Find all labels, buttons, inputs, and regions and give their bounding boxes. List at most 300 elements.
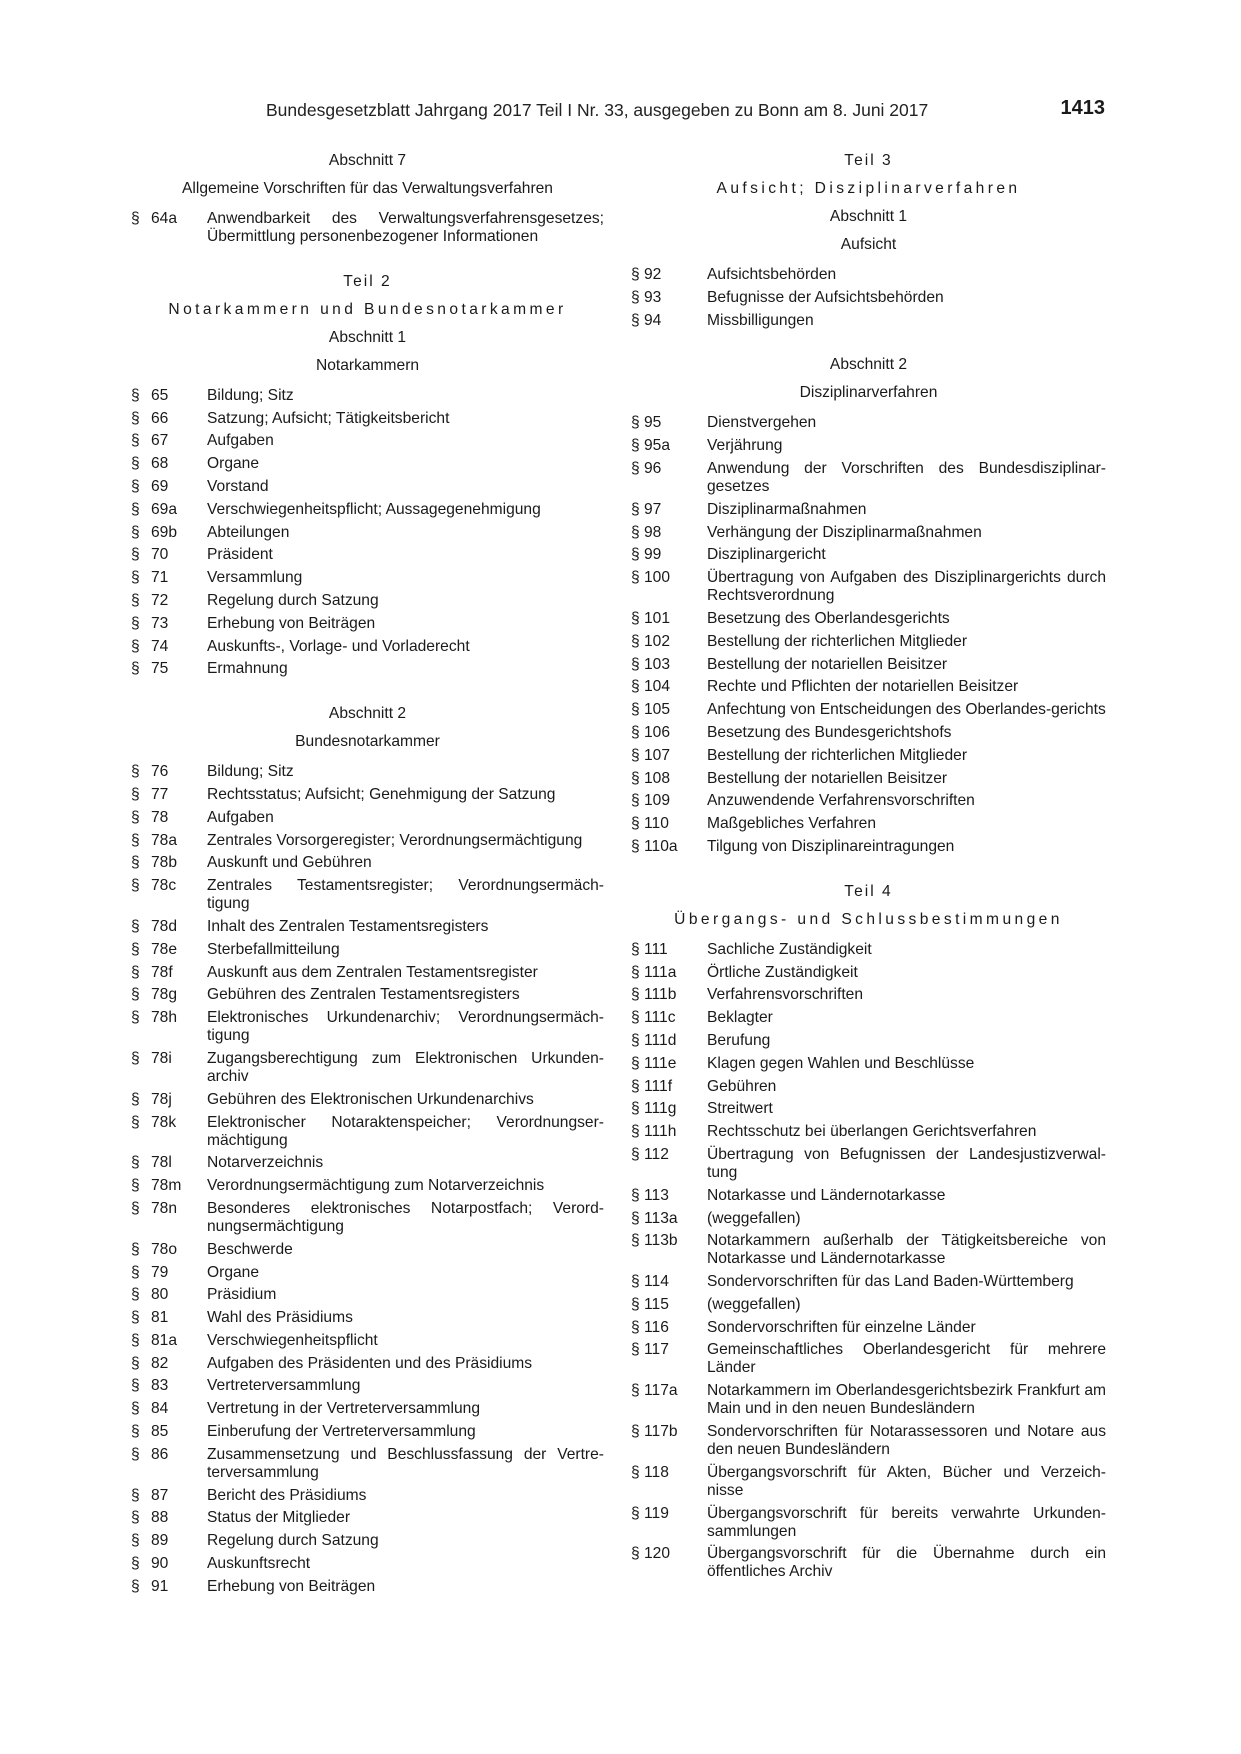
toc-entry bbox=[131, 638, 604, 656]
section-number: 78m bbox=[151, 1177, 182, 1195]
toc-entry bbox=[131, 1423, 604, 1441]
toc-entry bbox=[131, 524, 604, 542]
section-number: § 111c bbox=[631, 1009, 676, 1027]
toc-entry bbox=[631, 1009, 1106, 1027]
toc-list bbox=[131, 387, 604, 679]
section-symbol: § bbox=[131, 917, 140, 935]
section-symbol: § bbox=[131, 1555, 140, 1573]
section-title-text: Übergangsvorschrift für Akten, Bücher und Verzeich-nisse bbox=[707, 1463, 1106, 1499]
section-symbol: § bbox=[131, 1354, 140, 1372]
toc-entry bbox=[631, 1545, 1106, 1581]
toc-entry bbox=[131, 786, 604, 804]
section-title-text: Örtliche Zuständigkeit bbox=[707, 963, 858, 981]
toc-entry bbox=[131, 964, 604, 982]
toc-entry bbox=[131, 615, 604, 633]
section-number: 78c bbox=[151, 877, 177, 895]
section-title-text: Versammlung bbox=[207, 569, 303, 587]
section-symbol: § bbox=[131, 1177, 140, 1195]
toc-entry bbox=[631, 266, 1106, 284]
section-symbol: § bbox=[131, 500, 140, 518]
toc-entry bbox=[631, 289, 1106, 307]
section-number: § 111d bbox=[631, 1031, 677, 1049]
toc-entry bbox=[131, 592, 604, 610]
toc-entry bbox=[131, 1114, 604, 1150]
section-symbol: § bbox=[131, 831, 140, 849]
toc-entry bbox=[631, 1423, 1106, 1459]
toc-entry bbox=[131, 1200, 604, 1236]
section-symbol: § bbox=[131, 1113, 140, 1131]
toc-entry bbox=[631, 437, 1106, 455]
section-title-text: Präsidium bbox=[207, 1286, 277, 1304]
section-title-text: Beklagter bbox=[707, 1009, 773, 1027]
part-title: Aufsicht; Disziplinarverfahren bbox=[716, 180, 1021, 197]
section-symbol: § bbox=[131, 386, 140, 404]
section-number: 71 bbox=[151, 569, 169, 587]
section-symbol: § bbox=[131, 963, 140, 981]
toc-entry bbox=[631, 569, 1106, 605]
section-number: 78a bbox=[151, 831, 178, 849]
section-title-text: Anwendbarkeit des Verwaltungsverfahrensgesetzes; Übermittlung personenbezogener Informationen bbox=[207, 210, 604, 245]
section-title-text: Anfechtung von Entscheidungen des Oberlandes-gerichts bbox=[707, 701, 1106, 719]
section-number: 68 bbox=[151, 455, 169, 473]
toc-entry bbox=[631, 724, 1106, 742]
toc-entry bbox=[631, 524, 1106, 542]
section-symbol: § bbox=[131, 1090, 140, 1108]
toc-entry bbox=[131, 1509, 604, 1527]
toc-entry bbox=[131, 1050, 604, 1086]
section-title-text: Übertragung von Befugnissen der Landesjustizverwal-tung bbox=[707, 1145, 1106, 1181]
section-symbol: § bbox=[131, 1377, 140, 1395]
section-symbol: § bbox=[131, 477, 140, 495]
section-title-text: Anwendung der Vorschriften des Bundesdisziplinar-gesetzes bbox=[707, 459, 1106, 495]
toc-entry bbox=[131, 1309, 604, 1327]
section-symbol: § bbox=[131, 210, 140, 227]
section-number: 64a bbox=[151, 210, 178, 227]
section-symbol: § bbox=[131, 1154, 140, 1172]
section-number: 72 bbox=[151, 591, 169, 609]
section-title-text: Bestellung der notariellen Beisitzer bbox=[707, 769, 948, 787]
section-number: 77 bbox=[151, 785, 169, 803]
section-number: 90 bbox=[151, 1555, 169, 1573]
section-number: § 117b bbox=[631, 1423, 678, 1441]
toc-entry bbox=[631, 1232, 1106, 1268]
toc-entry bbox=[131, 1355, 604, 1373]
section-symbol: § bbox=[131, 1263, 140, 1281]
toc-entry bbox=[631, 312, 1106, 330]
toc-entry bbox=[631, 747, 1106, 765]
toc-entry bbox=[631, 633, 1106, 651]
section-number: § 115 bbox=[631, 1295, 669, 1313]
section-number: 74 bbox=[151, 637, 169, 655]
section-title-text: Bestellung der notariellen Beisitzer bbox=[707, 655, 948, 673]
section-title-text: Besetzung des Oberlandesgerichts bbox=[707, 609, 950, 627]
part-label: Teil 3 bbox=[844, 152, 893, 169]
toc-entry bbox=[131, 1241, 604, 1259]
section-title-text: (weggefallen) bbox=[707, 1209, 801, 1227]
toc-entry bbox=[631, 1123, 1106, 1141]
section-number: 81a bbox=[151, 1331, 178, 1349]
toc-entry bbox=[631, 1505, 1106, 1541]
toc-entry bbox=[631, 792, 1106, 810]
toc-entry bbox=[631, 1055, 1106, 1073]
section-number: § 117a bbox=[631, 1382, 678, 1400]
section-number: § 93 bbox=[631, 288, 662, 306]
section-number: 78l bbox=[151, 1154, 172, 1172]
section-number: § 112 bbox=[631, 1145, 669, 1163]
section-title: Notarkammern bbox=[315, 356, 420, 374]
section-number: 65 bbox=[151, 386, 169, 404]
section-title-text: Präsident bbox=[207, 546, 273, 564]
section-symbol: § bbox=[131, 523, 140, 541]
section-title-text: Status der Mitglieder bbox=[207, 1509, 351, 1527]
toc-entry bbox=[631, 501, 1106, 519]
section-title-text: Disziplinarmaßnahmen bbox=[707, 500, 867, 518]
section-title-text: Übergangsvorschrift für bereits verwahrte Urkunden-sammlungen bbox=[707, 1504, 1106, 1540]
section-title-text: Bericht des Präsidiums bbox=[207, 1486, 367, 1504]
section-title-text: Beschwerde bbox=[207, 1240, 293, 1258]
toc-entry bbox=[131, 432, 604, 450]
section-number: § 95a bbox=[631, 437, 671, 455]
toc-entry bbox=[131, 455, 604, 473]
section-title-text: Gebühren bbox=[707, 1077, 777, 1095]
toc-entry bbox=[131, 1377, 604, 1395]
section-number: § 113b bbox=[631, 1232, 678, 1250]
section-number: § 111g bbox=[631, 1100, 677, 1118]
section-title-text: Bestellung der richterlichen Mitglieder bbox=[707, 632, 968, 650]
section-number: 76 bbox=[151, 763, 169, 781]
section-number: 91 bbox=[151, 1577, 169, 1595]
section-symbol: § bbox=[131, 409, 140, 427]
toc-entry bbox=[631, 1319, 1106, 1337]
section-number: § 114 bbox=[631, 1273, 669, 1291]
section-number: 81 bbox=[151, 1309, 169, 1327]
page-header: Bundesgesetzblatt Jahrgang 2017 Teil I Nr. 33, ausgegeben zu Bonn am 8. Juni 2017 bbox=[266, 100, 929, 120]
section-symbol: § bbox=[131, 1309, 140, 1327]
toc-entry bbox=[131, 1091, 604, 1109]
toc-entry bbox=[631, 1146, 1106, 1182]
section-title-text: Rechtsschutz bei überlangen Gerichtsverfahren bbox=[707, 1123, 1037, 1141]
toc-list bbox=[131, 210, 604, 246]
section-number: § 109 bbox=[631, 792, 671, 810]
section-title-text: Zugangsberechtigung zum Elektronischen Urkunden-archiv bbox=[207, 1049, 604, 1085]
section-title-text: Aufgaben bbox=[207, 808, 274, 826]
section-title-text: Auskunft aus dem Zentralen Testamentsregister bbox=[207, 963, 538, 981]
section-title: Disziplinarverfahren bbox=[799, 384, 938, 402]
section-title-text: Notarkammern außerhalb der Tätigkeitsbereiche von Notarkasse und Ländernotarkasse bbox=[707, 1232, 1106, 1268]
section-title-text: Besetzung des Bundesgerichtshofs bbox=[707, 723, 952, 741]
section-title-text: Sterbefallmitteilung bbox=[207, 940, 340, 958]
section-title-text: Notarverzeichnis bbox=[207, 1154, 324, 1172]
section-number: § 116 bbox=[631, 1318, 669, 1336]
section-label: Abschnitt 2 bbox=[829, 356, 908, 374]
section-number: § 113 bbox=[631, 1186, 669, 1204]
section-number: § 111f bbox=[631, 1077, 673, 1095]
toc-entry bbox=[131, 854, 604, 872]
section-number: § 108 bbox=[631, 769, 671, 787]
section-symbol: § bbox=[131, 1199, 140, 1217]
section-symbol: § bbox=[131, 614, 140, 632]
section-title-text: Wahl des Präsidiums bbox=[207, 1309, 353, 1327]
section-number: § 106 bbox=[631, 723, 671, 741]
section-title-text: Befugnisse der Aufsichtsbehörden bbox=[707, 288, 944, 306]
toc-entry bbox=[131, 501, 604, 519]
toc-entry bbox=[131, 1555, 604, 1573]
section-number: § 104 bbox=[631, 678, 671, 696]
section-title: Aufsicht bbox=[840, 236, 897, 253]
section-title-text: Rechte und Pflichten der notariellen Beisitzer bbox=[707, 678, 1019, 696]
section-title-text: Aufsichtsbehörden bbox=[707, 266, 837, 283]
section-title-text: Sondervorschriften für Notarassessoren und Notare aus den neuen Bundesländern bbox=[707, 1423, 1106, 1459]
section-title-text: Erhebung von Beiträgen bbox=[207, 614, 376, 632]
toc-entry bbox=[631, 414, 1106, 432]
section-symbol: § bbox=[131, 1400, 140, 1418]
toc-entry bbox=[131, 1446, 604, 1482]
section-title-text: Organe bbox=[207, 1263, 260, 1281]
section-number: 75 bbox=[151, 660, 169, 678]
section-title-text: Einberufung der Vertreterversammlung bbox=[207, 1423, 476, 1441]
section-label: Abschnitt 7 bbox=[328, 152, 407, 169]
toc-entry bbox=[131, 941, 604, 959]
section-title-text: Streitwert bbox=[707, 1100, 773, 1118]
section-title-text: Elektronischer Notaraktenspeicher; Verordnungser-mächtigung bbox=[207, 1113, 604, 1149]
section-number: § 98 bbox=[631, 523, 662, 541]
toc-entry bbox=[131, 478, 604, 496]
section-symbol: § bbox=[131, 1577, 140, 1595]
section-number: 66 bbox=[151, 409, 169, 427]
toc-entry bbox=[631, 1273, 1106, 1291]
section-symbol: § bbox=[131, 660, 140, 678]
section-number: 73 bbox=[151, 614, 169, 632]
section-title-text: Verjährung bbox=[707, 437, 783, 455]
section-number: 78e bbox=[151, 940, 178, 958]
part-label: Teil 2 bbox=[343, 272, 392, 290]
section-label: Abschnitt 1 bbox=[328, 328, 407, 346]
section-number: § 101 bbox=[631, 609, 671, 627]
section-title-text: Erhebung von Beiträgen bbox=[207, 1577, 376, 1595]
section-number: § 92 bbox=[631, 266, 662, 283]
toc-entry bbox=[131, 809, 604, 827]
section-number: 86 bbox=[151, 1445, 169, 1463]
section-symbol: § bbox=[131, 432, 140, 450]
section-symbol: § bbox=[131, 763, 140, 781]
section-title-text: Organe bbox=[207, 455, 260, 473]
section-title-text: Gebühren des Zentralen Testamentsregisters bbox=[207, 986, 520, 1004]
section-title-text: Satzung; Aufsicht; Tätigkeitsbericht bbox=[207, 409, 450, 427]
section-symbol: § bbox=[131, 1009, 140, 1027]
section-number: 78b bbox=[151, 854, 178, 872]
section-symbol: § bbox=[131, 1240, 140, 1258]
toc-entry bbox=[131, 1264, 604, 1282]
section-title: Allgemeine Vorschriften für das Verwaltungsverfahren bbox=[182, 180, 553, 197]
section-title: Bundesnotarkammer bbox=[295, 733, 440, 751]
section-number: 78d bbox=[151, 917, 178, 935]
section-title-text: Bildung; Sitz bbox=[207, 386, 294, 404]
section-title-text: Zentrales Testamentsregister; Verordnungsermäch-tigung bbox=[207, 877, 604, 913]
toc-entry bbox=[631, 964, 1106, 982]
section-number: 80 bbox=[151, 1286, 169, 1304]
section-symbol: § bbox=[131, 1509, 140, 1527]
section-number: § 97 bbox=[631, 500, 662, 518]
toc-entry bbox=[631, 1341, 1106, 1377]
section-title-text: Sondervorschriften für einzelne Länder bbox=[707, 1318, 976, 1336]
section-title-text: Sondervorschriften für das Land Baden-Württemberg bbox=[707, 1273, 1074, 1291]
section-number: 78f bbox=[151, 963, 173, 981]
section-number: § 118 bbox=[631, 1463, 669, 1481]
section-number: § 119 bbox=[631, 1504, 669, 1522]
section-number: § 120 bbox=[631, 1545, 671, 1563]
section-symbol: § bbox=[131, 1286, 140, 1304]
part-title: Übergangs- und Schlussbestimmungen bbox=[674, 910, 1063, 928]
section-title-text: Elektronisches Urkundenarchiv; Verordnungsermäch-tigung bbox=[207, 1009, 604, 1045]
toc-entry bbox=[631, 1100, 1106, 1118]
section-title-text: Notarkammern im Oberlandesgerichtsbezirk Frankfurt am Main und in den neuen Bundesländern bbox=[707, 1382, 1106, 1418]
section-number: § 102 bbox=[631, 632, 671, 650]
section-title-text: Auskunfts-, Vorlage- und Vorladerecht bbox=[207, 637, 470, 655]
section-label: Abschnitt 1 bbox=[829, 208, 908, 225]
section-symbol: § bbox=[131, 569, 140, 587]
section-title-text: Verschwiegenheitspflicht; Aussagegenehmigung bbox=[207, 500, 541, 518]
toc-entry bbox=[131, 1487, 604, 1505]
section-title-text: Besonderes elektronisches Notarpostfach; Verord-nungsermächtigung bbox=[207, 1199, 604, 1235]
section-title-text: Zusammensetzung und Beschlussfassung der Vertre-terversammlung bbox=[207, 1445, 604, 1481]
toc-entry bbox=[131, 210, 604, 246]
section-title-text: Bestellung der richterlichen Mitglieder bbox=[707, 746, 968, 764]
section-number: 69a bbox=[151, 500, 178, 518]
toc-entry bbox=[131, 1154, 604, 1172]
section-number: 89 bbox=[151, 1532, 169, 1550]
section-number: § 103 bbox=[631, 655, 671, 673]
section-symbol: § bbox=[131, 986, 140, 1004]
section-number: 85 bbox=[151, 1423, 169, 1441]
section-title-text: Bildung; Sitz bbox=[207, 763, 294, 781]
toc-entry bbox=[131, 832, 604, 850]
section-symbol: § bbox=[131, 1532, 140, 1550]
section-symbol: § bbox=[131, 1445, 140, 1463]
toc-entry bbox=[631, 1078, 1106, 1096]
section-number: § 111b bbox=[631, 986, 677, 1004]
toc-entry bbox=[131, 410, 604, 428]
section-number: § 94 bbox=[631, 311, 662, 329]
section-title-text: Aufgaben bbox=[207, 432, 274, 450]
toc-entry bbox=[131, 877, 604, 913]
section-number: 78j bbox=[151, 1090, 172, 1108]
left-column bbox=[131, 152, 604, 1601]
section-number: § 110a bbox=[631, 837, 678, 855]
toc-entry bbox=[631, 1296, 1106, 1314]
section-symbol: § bbox=[131, 1423, 140, 1441]
toc-entry bbox=[631, 546, 1106, 564]
section-title-text: Übergangsvorschrift für die Übernahme durch ein öffentliches Archiv bbox=[707, 1545, 1106, 1581]
section-number: 88 bbox=[151, 1509, 169, 1527]
toc-entry bbox=[631, 770, 1106, 788]
section-number: § 111e bbox=[631, 1054, 677, 1072]
section-symbol: § bbox=[131, 854, 140, 872]
section-number: § 111a bbox=[631, 963, 677, 981]
section-number: 78 bbox=[151, 808, 169, 826]
toc-entry bbox=[131, 918, 604, 936]
section-number: 69b bbox=[151, 523, 178, 541]
toc-entry bbox=[631, 941, 1106, 959]
section-number: 70 bbox=[151, 546, 169, 564]
section-number: 78i bbox=[151, 1049, 172, 1067]
section-number: 78o bbox=[151, 1240, 178, 1258]
section-title-text: Übertragung von Aufgaben des Disziplinargerichts durch Rechtsverordnung bbox=[707, 569, 1106, 605]
toc-entry bbox=[131, 1400, 604, 1418]
toc-entry bbox=[631, 460, 1106, 496]
section-symbol: § bbox=[131, 1486, 140, 1504]
toc-list bbox=[131, 763, 604, 1596]
toc-entry bbox=[131, 986, 604, 1004]
section-number: § 113a bbox=[631, 1209, 678, 1227]
part-title: Notarkammern und Bundesnotarkammer bbox=[168, 300, 567, 318]
section-title-text: Sachliche Zuständigkeit bbox=[707, 940, 872, 958]
toc-entry bbox=[631, 610, 1106, 628]
section-number: 78h bbox=[151, 1009, 178, 1027]
section-title-text: Verschwiegenheitspflicht bbox=[207, 1331, 378, 1349]
section-title-text: Tilgung von Disziplinareintragungen bbox=[707, 837, 955, 855]
section-number: § 111h bbox=[631, 1123, 677, 1141]
section-title-text: Vertreterversammlung bbox=[207, 1377, 361, 1395]
section-symbol: § bbox=[131, 1049, 140, 1067]
section-symbol: § bbox=[131, 808, 140, 826]
toc-entry bbox=[131, 1286, 604, 1304]
toc-entry bbox=[131, 1532, 604, 1550]
section-title-text: Berufung bbox=[707, 1031, 771, 1049]
toc-entry bbox=[631, 1210, 1106, 1228]
section-title-text: Maßgebliches Verfahren bbox=[707, 815, 877, 833]
section-symbol: § bbox=[131, 591, 140, 609]
toc-entry bbox=[131, 763, 604, 781]
section-symbol: § bbox=[131, 637, 140, 655]
section-title-text: Abteilungen bbox=[207, 523, 290, 541]
section-label: Abschnitt 2 bbox=[328, 705, 407, 723]
section-number: 87 bbox=[151, 1486, 169, 1504]
section-number: § 99 bbox=[631, 546, 662, 564]
section-number: § 100 bbox=[631, 569, 671, 587]
section-title-text: Dienstvergehen bbox=[707, 414, 817, 432]
section-title-text: Anzuwendende Verfahrensvorschriften bbox=[707, 792, 975, 810]
section-title-text: Auskunftsrecht bbox=[207, 1555, 311, 1573]
section-symbol: § bbox=[131, 546, 140, 564]
toc-entry bbox=[131, 1578, 604, 1596]
section-title-text: Regelung durch Satzung bbox=[207, 1532, 379, 1550]
toc-entry bbox=[631, 815, 1106, 833]
toc-entry bbox=[631, 701, 1106, 719]
toc-entry bbox=[131, 1177, 604, 1195]
section-title-text: Regelung durch Satzung bbox=[207, 591, 379, 609]
toc-entry bbox=[631, 1382, 1106, 1418]
section-title-text: Gemeinschaftliches Oberlandesgericht für mehrere Länder bbox=[707, 1341, 1106, 1377]
toc-entry bbox=[131, 660, 604, 678]
section-number: 84 bbox=[151, 1400, 169, 1418]
section-number: § 111 bbox=[631, 940, 668, 958]
section-number: 79 bbox=[151, 1263, 169, 1281]
section-number: § 95 bbox=[631, 414, 662, 432]
section-title-text: Klagen gegen Wahlen und Beschlüsse bbox=[707, 1054, 975, 1072]
section-title-text: Rechtsstatus; Aufsicht; Genehmigung der Satzung bbox=[207, 785, 556, 803]
section-symbol: § bbox=[131, 785, 140, 803]
toc-entry bbox=[131, 387, 604, 405]
page-number: 1413 bbox=[1060, 97, 1105, 119]
section-title-text: Vorstand bbox=[207, 477, 269, 495]
section-title-text: Missbilligungen bbox=[707, 311, 814, 329]
section-number: § 110 bbox=[631, 815, 669, 833]
section-title-text: (weggefallen) bbox=[707, 1295, 801, 1313]
toc-entry bbox=[131, 1009, 604, 1045]
section-title-text: Verordnungsermächtigung zum Notarverzeichnis bbox=[207, 1177, 545, 1195]
section-number: 78n bbox=[151, 1199, 178, 1217]
toc-entry bbox=[131, 1332, 604, 1350]
